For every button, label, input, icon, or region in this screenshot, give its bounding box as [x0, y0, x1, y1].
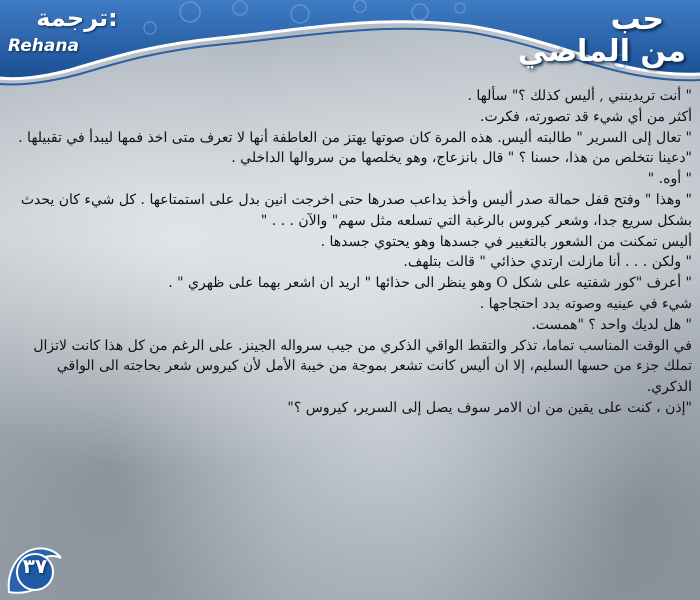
- paragraph: " وهذا " وفتح قفل حمالة صدر أليس وأخذ يداعب صدرها حتى اخرجت انين بدل على استمتاعها . كل شيء كان يحدث بشكل سريع جدا، وشعر كيروس بالرغبة التي تسلعه مثل سهم" والآن . . . ": [20, 191, 692, 229]
- paragraph: أكثر من أي شيء قد تصورته، فكرت.: [480, 108, 692, 125]
- page-number-badge: [5, 540, 65, 596]
- story-title-line1: حب: [610, 2, 664, 37]
- paragraph: " هل لديك واحد ؟ "همست.: [531, 316, 692, 333]
- paragraph: " ولكن . . . أنا مازلت ارتدي حذائي " قالت بتلهف.: [403, 254, 692, 271]
- paragraph: " أنت تريدينني , أليس كذلك ؟" سألها .: [467, 88, 692, 104]
- translation-label: ترجمة:: [36, 4, 118, 32]
- header-banner: [0, 0, 700, 88]
- paragraph: " أوه. ": [647, 171, 692, 188]
- paragraph: " تعال إلى السرير " طالبته أليس. هذه المرة كان صوتها يهتز من العاطفة أنها لا تعرف متى اخذ فمها ليبدأ في تقبيلها .: [18, 129, 692, 146]
- paragraph: "إذن ، كنت على يقين من ان الامر سوف يصل إلى السرير، كيروس ؟": [287, 399, 692, 416]
- page-number: ٣٧: [22, 554, 48, 578]
- paragraph: أليس تمكنت من الشعور بالتغيير في جسدها وهو يحتوي جسدها .: [320, 233, 692, 250]
- story-title: [518, 4, 686, 68]
- paragraph: " أعرف "كور شفتيه على شكل O وهو ينظر الى حذائها " اريد ان اشعر بهما على ظهري " .: [168, 275, 692, 292]
- translator-name: Rehana: [8, 36, 79, 56]
- story-title-line2: من الماضي: [517, 34, 686, 69]
- story-text: [10, 86, 692, 594]
- paragraph: شيء في عينيه وصوته بدد احتجاجها .: [479, 295, 692, 312]
- paragraph: في الوقت المناسب تماما، تذكر والتقط الواقي الذكري من جيب سرواله الجينز. على الرغم من كل هذا كانت لاتزال تملك جزء من حسها السليم، إلا ان أليس كانت تشعر بموجة من خيبة الأمل لأن كيروس شعر بحاجته الى الواقي الذكري.: [33, 337, 692, 396]
- paragraph: "دعينا نتخلص من هذا، حسنا ؟ " قال بانزعاج، وهو يخلصها من سروالها الداخلي .: [231, 150, 692, 167]
